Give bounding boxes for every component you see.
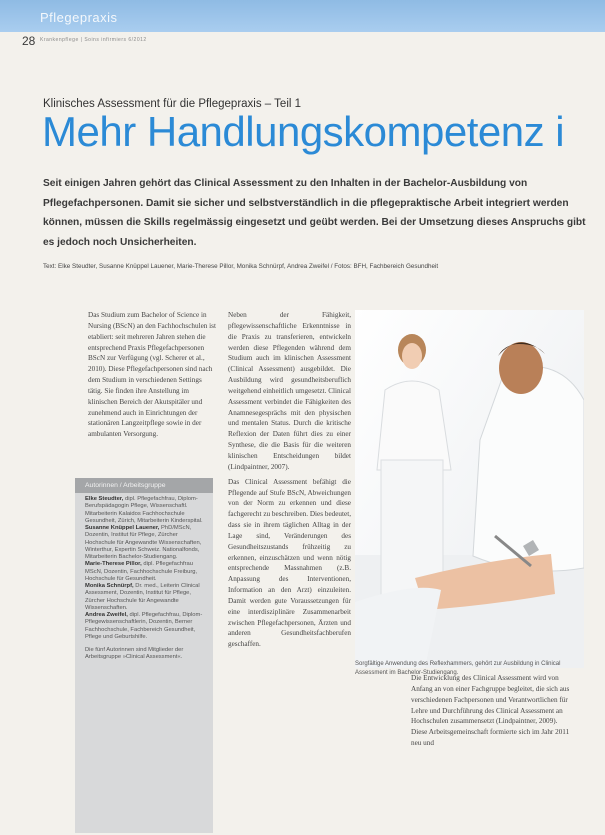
article-title: Mehr Handlungskompetenz i xyxy=(42,108,565,155)
author-entry xyxy=(85,561,205,583)
body-paragraph: Neben der Fähigkeit, pflegewissenschaftliche Erkenntnisse in die Praxis zu transferieren, entwickeln werden diese Pflegenden während dem Studium auch im klinischen Assessment (Clinical Assessment) ausgebildet. Die Ausbildung wird gesundheitsberuflich weitgehend einheitlich umgesetzt. Clinical Assessment verbindet die Fähigkeiten des Anamnesegesprächs mit den physischen und mentalen Status. Durch die kritische Reflexion der Daten führt dies zu einer Synthese, die die Basis für die weiteren klinischen Entscheidungen bildet (Lindpaintner, 2007). xyxy=(228,311,351,471)
photo-caption: Sorgfältige Anwendung des Reflexhammers, gehört zur Ausbildung in Clinical Assessment im Bachelor-Studiengang. xyxy=(355,661,561,676)
paragraph-gap xyxy=(228,473,351,477)
body-column-1: Das Studium zum Bachelor of Science in Nursing (BScN) an den Fachhochschulen ist etabliert: seit mehreren Jahren stehen die entsprechend Praxis Pflegefachpersonen BScN zur Verfügung (vgl. Scherer et al., 2010). Diese Pflegefachpersonen sind nach dem Studium in verschiedenen Settings tätig. Sie finden ihre Anstellung im klinischen Bereich der Akutspitäler und zunehmend auch in Einrichtungen der stationären Langzeitpflege sowie in der ambulanten Versorgung. xyxy=(88,311,216,439)
page-number: 28 xyxy=(22,34,36,48)
author-box-body xyxy=(75,493,213,662)
section-header-bar xyxy=(0,0,605,32)
author-bio: dipl. Pflegefachfrau, Diplom-Pflegewissenschaftlerin, Dozentin, Berner Fachhochschule, Fachbereich Gesundheit, Pflege und Geburtshilfe. xyxy=(85,612,203,640)
author-entry xyxy=(85,525,205,561)
article-credits: Text: Elke Steudter, Susanne Knüppel Lauener, Marie-Therese Pillor, Monika Schnürpf, Andrea Zweifel / Fotos: BFH, Fachbereich Gesundheit xyxy=(43,263,439,270)
author-bio: PhD/MScN, Dozentin, Institut für Pflege, Zürcher Hochschule für Angewandte Wissenschaften, Winterthur, Expertin Schweiz. Nationalfonds, Mitarbeiterin Bachelor-Studiengang. xyxy=(85,525,202,560)
author-name: Monika Schnürpf, xyxy=(85,583,134,589)
body-column-3: Die Entwicklung des Clinical Assessment wird von Anfang an von einer Fachgruppe begleitet, die sich aus verschiedenen Fachpersonen und Verantwortlichen für Lehre und Durchführung des Clinical Assessment an Hochschulen zusammensetzt (Lindpaintner, 2009). Diese Arbeitsgemeinschaft formierte sich im Jahr 2011 neu und xyxy=(411,674,570,748)
article-kicker: Klinisches Assessment für die Pflegepraxis – Teil 1 xyxy=(43,98,302,110)
section-label: Pflegepraxis xyxy=(40,10,118,25)
body-paragraph: Das Clinical Assessment befähigt die Pflegende auf Stufe BScN, Abweichungen von der Norm zu erkennen und diese fachgerecht zu beschreiben. Dies bedeutet, dass sie in ihrem täglichen Alltag in der Lage sind, Veränderungen des Gesundheitszustands frühzeitig zu erkennen, einzuschätzen und wenn nötig entsprechende Massnahmen (z.B. Anpassung des Interventionen, Information an den Arzt) einzuleiten. Damit werden gute Voraussetzungen für eine interdisziplinäre Zusammenarbeit zwischen Pflegefachpersonen, Ärzten und anderen Gesundheitsfachberufen geschaffen. xyxy=(228,477,351,649)
author-box xyxy=(75,478,213,833)
journal-line: Krankenpflege | Soins infirmiers 6/2012 xyxy=(40,37,147,43)
author-bio: dipl. Pflegefachfrau, Diplom-Berufspädagogin Pflege, Wissenschaftl. Mitarbeiterin Kalaidos Fachhochschule Gesundheit, Zürich, Mitarbeiterin Kinderspital. xyxy=(85,496,203,524)
author-name: Susanne Knüppel Lauener, xyxy=(85,525,160,531)
author-bio: Dr. med., Leiterin Clinical Assessment, Dozentin, Institut für Pflege, Zürcher Hochschule für Angewandte Wissenschaften. xyxy=(85,583,200,611)
nurse-examination-illustration xyxy=(355,310,584,668)
author-name: Elke Steudter, xyxy=(85,496,124,502)
article-photo xyxy=(355,310,584,668)
author-bio: dipl. Pflegefachfrau MScN, Dozentin, Fachhochschule Freiburg, Hochschule für Gesundheit. xyxy=(85,561,198,582)
author-box-title: Autorinnen / Arbeitsgruppe xyxy=(75,478,213,493)
author-entry xyxy=(85,496,205,525)
author-name: Andrea Zweifel, xyxy=(85,612,128,618)
author-entry xyxy=(85,612,205,641)
author-box-note: Die fünf Autorinnen sind Mitglieder der Arbeitsgruppe »Clinical Assessment«. xyxy=(85,647,184,661)
body-column-2 xyxy=(228,310,351,650)
author-name: Marie-Therese Pillor, xyxy=(85,561,142,568)
author-entry xyxy=(85,583,205,612)
article-lead: Seit einigen Jahren gehört das Clinical Assessment zu den Inhalten in der Bachelor-Ausbildung von Pflegefachpersonen. Damit sie sicher und selbstverständlich in die pflegepraktische Arbeit integriert werden können, müssen die Skills regelmässig eingesetzt und geübt werden. Bei der Umsetzung dieses Anspruchs gibt es jedoch noch Unsicherheiten. xyxy=(43,178,586,248)
